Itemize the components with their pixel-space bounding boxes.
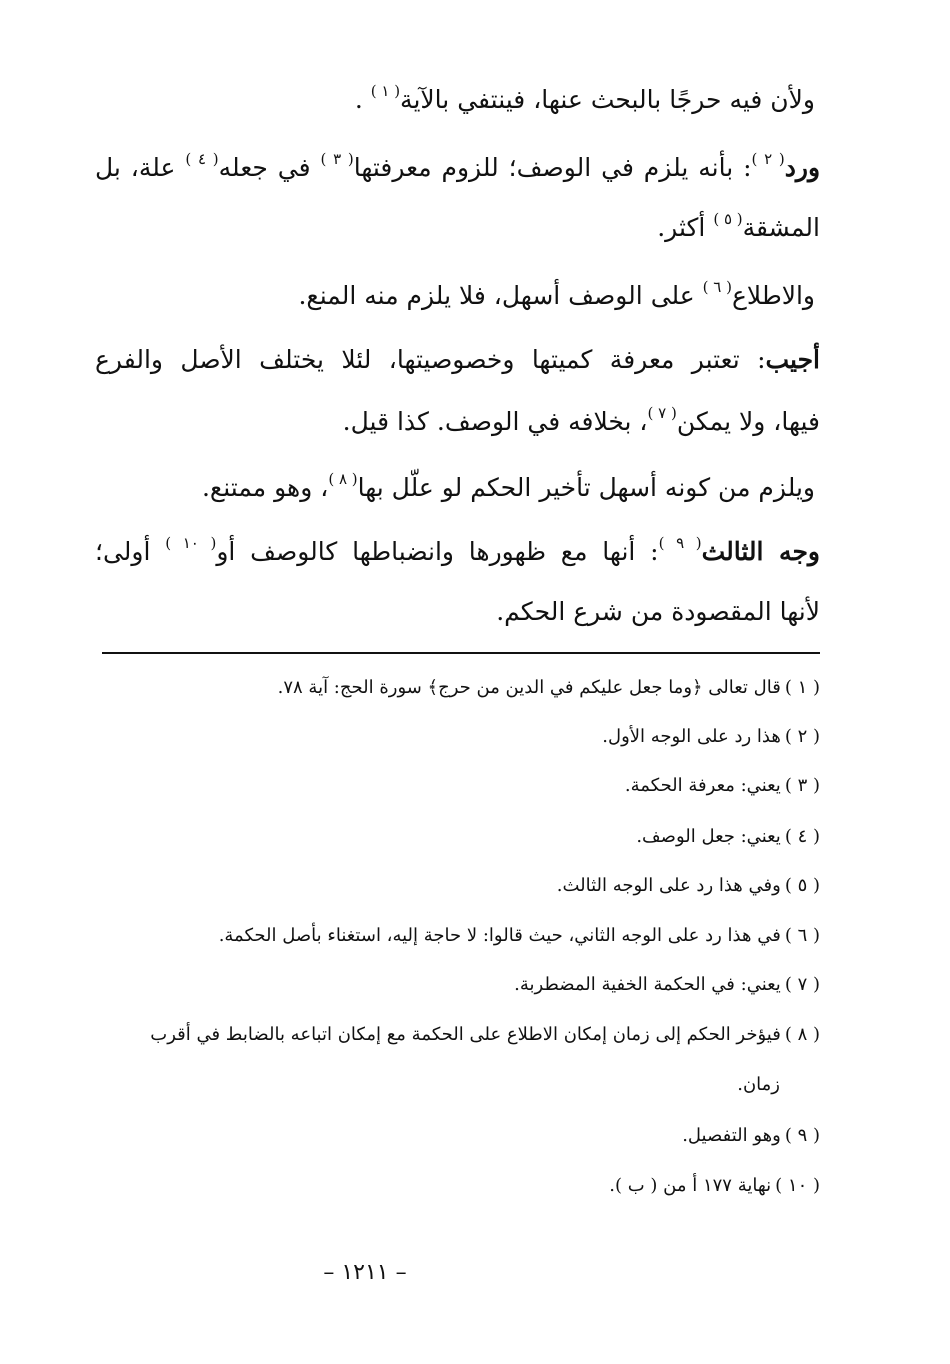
text-segment: ، وهو ممتنع.	[201, 473, 329, 502]
footnote-3	[95, 772, 820, 800]
footnote-text: وهو التفصيل.	[682, 1125, 781, 1146]
footnote-ref-1[interactable]: ( ١ )	[370, 82, 401, 100]
footnote-number: ( ٤ )	[784, 826, 820, 847]
footnote-text: هذا رد على الوجه الأول.	[602, 726, 781, 747]
footnote-text: وفي هذا رد على الوجه الثالث.	[556, 875, 781, 896]
footnote-number: ( ١٠ )	[775, 1175, 820, 1196]
footnote-number: ( ٩ )	[784, 1125, 820, 1146]
footnote-separator	[102, 652, 820, 654]
footnote-ref-10[interactable]: ( ١٠ )	[165, 534, 217, 552]
lead-word-rud: ورد	[784, 153, 821, 182]
footnote-number: ( ١ )	[784, 677, 820, 698]
text-segment: أولى؛	[95, 537, 151, 566]
footnote-ref-7[interactable]: ( ٧ )	[647, 404, 677, 422]
footnote-2	[95, 723, 820, 751]
lead-word-ujib: أجيب	[765, 345, 820, 374]
text-segment: والاطلاع	[731, 281, 815, 310]
footnote-text: يعني: معرفة الحكمة.	[624, 775, 781, 796]
footnote-number: ( ٣ )	[784, 775, 820, 796]
footnote-1	[95, 674, 820, 702]
footnote-4	[95, 823, 820, 851]
footnote-text: زمان.	[737, 1074, 780, 1095]
text-segment: المشقة	[742, 213, 820, 242]
page-number: – ١٢١١ –	[323, 1260, 407, 1285]
footnote-5	[95, 872, 820, 900]
footnote-7	[95, 971, 820, 999]
main-text-line-2	[95, 150, 820, 186]
footnote-8-continuation	[95, 1071, 820, 1099]
text-segment: : بأنه يلزم في الوصف؛ للزوم معرفتها	[353, 153, 752, 182]
text-segment: ولأن فيه حرجًا بالبحث عنها، فينتفي بالآية	[400, 85, 815, 114]
text-segment: ويلزم من كونه أسهل تأخير الحكم لو علّل بها	[357, 473, 815, 502]
book-page	[95, 0, 820, 1364]
footnote-9	[95, 1122, 820, 1150]
footnote-ref-6[interactable]: ( ٦ )	[702, 278, 732, 296]
footnote-text: فيؤخر الحكم إلى زمان إمكان الاطلاع على الحكمة مع إمكان اتباعه بالضابط في أقرب	[150, 1024, 781, 1045]
text-segment: لأنها المقصودة من شرع الحكم.	[496, 597, 820, 626]
main-text-line-8	[95, 534, 820, 570]
footnote-ref-4[interactable]: ( ٤ )	[185, 150, 219, 168]
footnote-number: ( ٦ )	[784, 925, 820, 946]
main-text-line-5	[95, 342, 820, 378]
footnote-text: يعني: جعل الوصف.	[636, 826, 781, 847]
main-text-line-1	[90, 82, 820, 118]
text-segment: أكثر.	[657, 213, 714, 242]
text-segment: في جعله	[218, 153, 311, 182]
lead-word-wajh-thalith: وجه الثالث	[701, 537, 820, 566]
footnote-text: نهاية ١٧٧ أ من ( ب ).	[609, 1175, 772, 1196]
text-segment: : تعتبر معرفة كميتها وخصوصيتها، لئلا يختلف الأصل والفرع	[95, 345, 766, 374]
footnote-ref-2[interactable]: ( ٢ )	[751, 150, 785, 168]
text-segment: فيها، ولا يمكن	[676, 407, 820, 436]
footnote-text: يعني: في الحكمة الخفية المضطربة.	[514, 974, 781, 995]
footnote-8	[95, 1021, 820, 1049]
footnote-number: ( ٥ )	[784, 875, 820, 896]
text-segment: علة، بل	[95, 153, 176, 182]
footnote-6	[95, 922, 820, 950]
main-text-line-3	[95, 210, 820, 246]
main-text-line-4	[90, 278, 820, 314]
footnote-text: في هذا رد على الوجه الثاني، حيث قالوا: لا حاجة إليه، استغناء بأصل الحكمة.	[218, 925, 781, 946]
footnote-number: ( ٨ )	[784, 1024, 820, 1045]
text-segment: : أنها مع ظهورها وانضباطها كالوصف أو	[216, 537, 659, 566]
footnote-text: قال تعالى ﴿وما جعل عليكم في الدين من حرج﴾ سورة الحج: آية ٧٨.	[277, 677, 781, 698]
main-text-line-7	[90, 470, 820, 506]
main-text-line-6	[95, 404, 820, 440]
footnote-number: ( ٧ )	[784, 974, 820, 995]
footnote-ref-3[interactable]: ( ٣ )	[320, 150, 354, 168]
footnote-number: ( ٢ )	[784, 726, 820, 747]
text-segment: ، بخلافه في الوصف. كذا قيل.	[342, 407, 648, 436]
main-text-line-9	[95, 594, 820, 630]
footnote-ref-5[interactable]: ( ٥ )	[713, 210, 743, 228]
footnote-ref-8[interactable]: ( ٨ )	[328, 470, 358, 488]
footnote-10	[95, 1172, 820, 1200]
footnote-ref-9[interactable]: ( ٩ )	[658, 534, 702, 552]
text-segment: على الوصف أسهل، فلا يلزم منه المنع.	[298, 281, 703, 310]
text-segment: .	[354, 85, 363, 114]
